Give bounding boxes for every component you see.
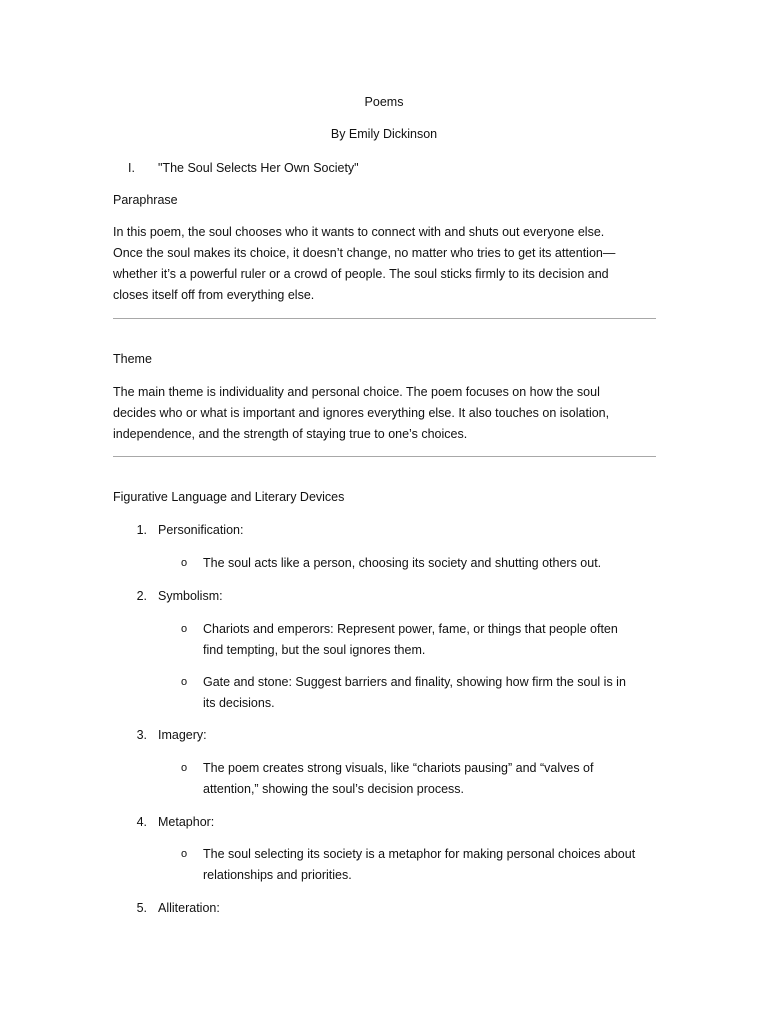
bullet-line: Gate and stone: Suggest barriers and finality, showing how firm the soul is in [203, 675, 626, 689]
bullet-marker: o [181, 557, 188, 569]
theme-line: The main theme is individuality and personal choice. The poem focuses on how the soul [113, 385, 600, 399]
list-item-label: Metaphor: [158, 815, 215, 829]
bullet-text [203, 619, 663, 661]
bullet-marker: o [181, 676, 188, 688]
bullet-line: Chariots and emperors: Represent power, fame, or things that people often [203, 622, 618, 636]
bullet-text [203, 844, 663, 886]
paraphrase-line: In this poem, the soul chooses who it wants to connect with and shuts out everyone else. [113, 225, 605, 239]
bullet-line: find tempting, but the soul ignores them. [203, 643, 426, 657]
document-byline: By Emily Dickinson [330, 127, 438, 141]
bullet-text [203, 553, 663, 574]
paraphrase-line: whether it’s a powerful ruler or a crowd of people. The soul sticks firmly to its decision and [113, 267, 609, 281]
bullet-line: attention,” showing the soul’s decision process. [203, 782, 465, 796]
list-item-number: 1. [136, 523, 147, 537]
horizontal-divider [113, 456, 656, 457]
section-title: "The Soul Selects Her Own Society" [158, 161, 359, 175]
paraphrase-heading: Paraphrase [113, 193, 178, 207]
list-item-label: Symbolism: [158, 589, 223, 603]
list-item-label: Alliteration: [158, 901, 220, 915]
list-item-label: Imagery: [158, 728, 207, 742]
bullet-marker: o [181, 762, 188, 774]
document-title: Poems [364, 95, 404, 109]
list-item-number: 2. [136, 589, 147, 603]
section-numeral: I. [128, 161, 135, 175]
list-item-number: 3. [136, 728, 147, 742]
bullet-line: The soul acts like a person, choosing its society and shutting others out. [203, 556, 602, 570]
bullet-marker: o [181, 848, 188, 860]
bullet-text [203, 758, 663, 800]
bullet-line: relationships and priorities. [203, 868, 352, 882]
bullet-text [203, 672, 663, 714]
bullet-marker: o [181, 623, 188, 635]
paraphrase-line: Once the soul makes its choice, it doesn’t change, no matter who tries to get its attention— [113, 246, 616, 260]
bullet-line: its decisions. [203, 696, 275, 710]
paraphrase-paragraph [113, 222, 658, 306]
paraphrase-line: closes itself off from everything else. [113, 288, 315, 302]
list-item-number: 4. [136, 815, 147, 829]
list-item-label: Personification: [158, 523, 244, 537]
bullet-line: The poem creates strong visuals, like “chariots pausing” and “valves of [203, 761, 594, 775]
devices-heading: Figurative Language and Literary Devices [113, 490, 345, 504]
theme-paragraph [113, 382, 658, 445]
theme-line: independence, and the strength of staying true to one’s choices. [113, 427, 468, 441]
theme-heading: Theme [113, 352, 152, 366]
list-item-number: 5. [136, 901, 147, 915]
bullet-line: The soul selecting its society is a metaphor for making personal choices about [203, 847, 636, 861]
theme-line: decides who or what is important and ignores everything else. It also touches on isolation, [113, 406, 610, 420]
horizontal-divider [113, 318, 656, 319]
